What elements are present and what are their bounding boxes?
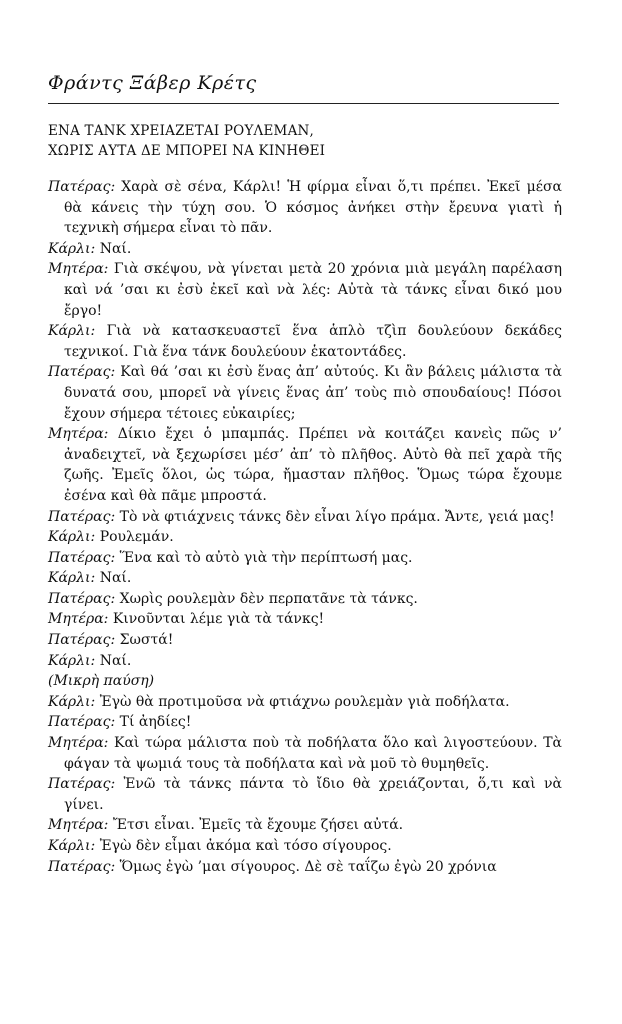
line-text: Ρουλεμάν. xyxy=(99,529,174,546)
speaker-label: Πατέρας: xyxy=(48,508,116,525)
line-text: Γιὰ νὰ κατασκευαστεῖ ἕνα ἁπλὸ τζὶπ δουλεύουν δεκάδες τεχνικοί. Γιὰ ἕνα τάνκ δουλεύουν ἑκατοντάδες. xyxy=(64,323,562,360)
dialogue-line xyxy=(48,507,562,528)
speaker-label: Μητέρα: xyxy=(48,426,109,443)
line-text: Καὶ θά ’σαι κι ἐσὺ ἕνας ἀπ’ αὐτούς. Κι ἂν βάλεις μάλιστα τὰ δυνατά σου, μπορεῖ νὰ γίνεις ἕνας ἀπ’ τοὺς πιὸ σπουδαίους! Πόσοι ἔχουν σήμερα τέτοιες εὐκαιρίες; xyxy=(64,364,563,422)
speaker-label: Κάρλι: xyxy=(48,838,96,854)
stage-direction-text: (Μικρὴ παύση) xyxy=(48,673,155,690)
line-text: Καὶ τώρα μάλιστα ποὺ τὰ ποδήλατα ὅλο καὶ λιγοστεύουν. Τὰ φάγαν τὰ ψωμιά τους τὰ ποδήλατα καὶ νὰ μοῦ τὸ θυμηθεῖς. xyxy=(64,735,563,772)
line-text: Ἕνα καὶ τὸ αὐτὸ γιὰ τὴν περίπτωσή μας. xyxy=(119,549,413,566)
speaker-label: Μητέρα: xyxy=(48,735,109,752)
dialogue-line xyxy=(48,712,562,733)
line-text: Χωρὶς ρουλεμὰν δὲν περπατᾶνε τὰ τάνκς. xyxy=(119,590,418,607)
speaker-label: Μητέρα: xyxy=(48,261,109,278)
speaker-label: Πατέρας: xyxy=(48,364,116,381)
dialogue-line xyxy=(48,589,562,610)
line-text: Δίκιο ἔχει ὁ μπαμπάς. Πρέπει νὰ κοιτάζει κανεὶς πῶς ν’ ἀναδειχτεῖ, νὰ ξεχωρίσει μέσ’ ἀπ’ τὸ πλῆθος. Αὐτὸ θὰ πεῖ χαρὰ τῆς ζωῆς. Ἐμεῖς ὅλοι, ὡς τώρα, ἤμασταν πλῆθος. Ὅμως τώρα ἔχουμε ἐσένα καὶ θὰ πᾶμε μπροστά. xyxy=(64,426,562,504)
speaker-label: Κάρλι: xyxy=(48,652,96,669)
dialogue-line xyxy=(48,362,562,424)
line-text: Ὅμως ἐγὼ ’μαι σίγουρος. Δὲ σὲ ταΐζω ἐγὼ 20 χρόνια xyxy=(119,858,497,875)
dialogue-line xyxy=(48,774,562,815)
dialogue-line xyxy=(48,239,562,260)
dialogue-line xyxy=(48,424,562,506)
line-text: Τὸ νὰ φτιάχνεις τάνκς δὲν εἶναι λίγο πράμα. Ἄντε, γειά μας! xyxy=(119,508,555,525)
speaker-label: Πατέρας: xyxy=(48,714,116,731)
dialogue-line xyxy=(48,568,562,589)
dialogue-line xyxy=(48,630,562,651)
dialogue-line xyxy=(48,857,562,878)
speaker-label: Κάρλι: xyxy=(48,529,96,546)
speaker-label: Κάρλι: xyxy=(48,693,96,710)
dialogue-line xyxy=(48,609,562,630)
line-text: Σωστά! xyxy=(119,632,174,649)
dialogue-block xyxy=(48,177,562,877)
speaker-label: Κάρλι: xyxy=(48,570,96,587)
speaker-label: Πατέρας: xyxy=(48,549,116,566)
stage-direction xyxy=(48,671,562,692)
line-text: Ναί. xyxy=(99,240,132,257)
speaker-label: Μητέρα: xyxy=(48,817,109,834)
line-text: Ἐγὼ θὰ προτιμοῦσα νὰ φτιάχνω ρουλεμὰν γιὰ ποδήλατα. xyxy=(99,693,510,710)
speaker-label: Μητέρα: xyxy=(48,611,109,628)
dialogue-line xyxy=(48,321,562,362)
line-text: Ναί. xyxy=(99,570,132,587)
speaker-label: Κάρλι: xyxy=(48,323,96,340)
line-text: Ἐνῶ τὰ τάνκς πάντα τὸ ἴδιο θὰ χρειάζονται, ὅ,τι καὶ νὰ γίνει. xyxy=(64,776,562,813)
speaker-label: Πατέρας: xyxy=(48,776,116,793)
speaker-label: Κάρλι: xyxy=(48,240,96,257)
dialogue-line xyxy=(48,548,562,569)
line-text: Χαρὰ σὲ σένα, Κάρλι! Ἡ φίρμα εἶναι ὅ,τι πρέπει. Ἐκεῖ μέσα θὰ κάνεις τὴν τύχη σου. Ὁ κόσμος ἀνήκει στὴν ἔρευνα γιατὶ ἡ τεχνικὴ σήμερα εἶναι τὸ πᾶν. xyxy=(64,179,562,237)
line-text: Τί ἀηδίες! xyxy=(119,714,192,731)
dialogue-line xyxy=(48,527,562,548)
dialogue-line xyxy=(48,177,562,239)
running-header-author: Φράντς Ξάβερ Κρέτς xyxy=(48,72,257,94)
line-text: Ἔτσι εἶναι. Ἐμεῖς τὰ ἔχουμε ζήσει αὐτά. xyxy=(112,817,404,834)
speaker-label: Πατέρας: xyxy=(48,179,116,195)
line-text: Κινοῦνται λέμε γιὰ τὰ τάνκς! xyxy=(112,611,325,628)
dialogue-line xyxy=(48,815,562,836)
section-title-line-2: ΧΩΡΙΣ ΑΥΤΑ ΔΕ ΜΠΟΡΕΙ ΝΑ ΚΙΝΗΘΕΙ xyxy=(48,143,326,159)
line-text: Ἐγὼ δὲν εἶμαι ἀκόμα καὶ τόσο σίγουρος. xyxy=(99,838,392,854)
line-text: Ναί. xyxy=(99,652,132,669)
speaker-label: Πατέρας: xyxy=(48,858,116,875)
speaker-label: Πατέρας: xyxy=(48,632,116,649)
dialogue-line xyxy=(48,836,562,857)
dialogue-line xyxy=(48,733,562,774)
section-title-line-1: ΕΝΑ ΤΑΝΚ ΧΡΕΙΑΖΕΤΑΙ ΡΟΥΛΕΜΑΝ, xyxy=(48,123,315,139)
header-rule xyxy=(48,103,559,104)
speaker-label: Πατέρας: xyxy=(48,590,116,607)
dialogue-line xyxy=(48,651,562,672)
dialogue-line xyxy=(48,692,562,713)
section-title xyxy=(48,121,325,161)
dialogue-line xyxy=(48,259,562,321)
line-text: Γιὰ σκέψου, νὰ γίνεται μετὰ 20 χρόνια μιὰ μεγάλη παρέλαση καὶ νά ’σαι κι ἐσὺ ἐκεῖ καὶ νὰ λές: Αὐτὰ τὰ τάνκς εἶναι δικό μου ἔργο! xyxy=(64,261,562,319)
